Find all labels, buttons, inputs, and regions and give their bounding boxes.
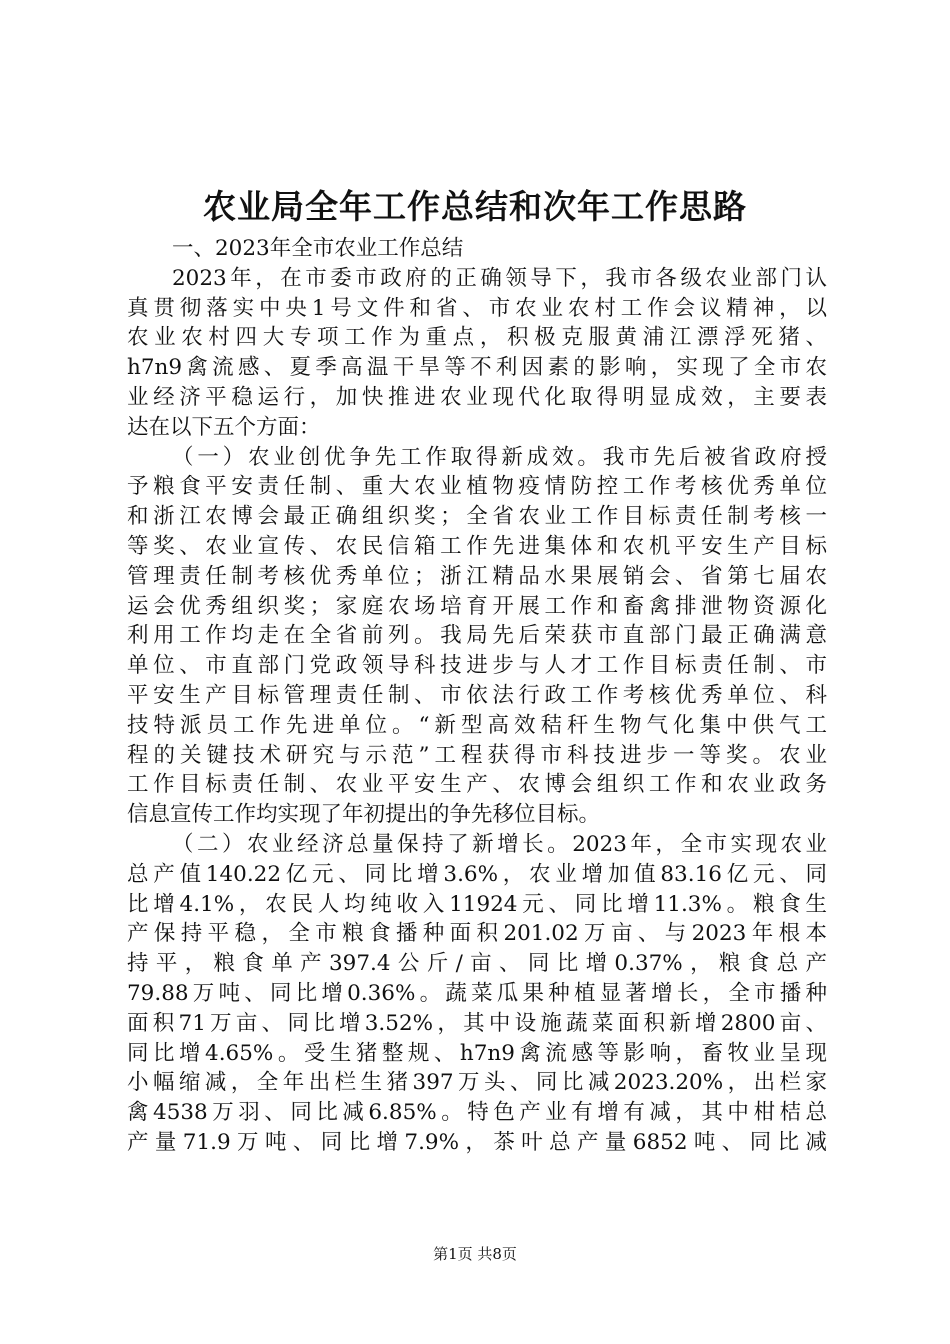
text-line: 利用工作均走在全省前列。我局先后荣获市直部门最正确满意 <box>127 623 827 649</box>
page-number: 第1页 共8页 <box>433 1245 517 1263</box>
text-line: 总产值140.22亿元、同比增3.6%，农业增加值83.16亿元、同 <box>127 861 827 887</box>
text-line: 予粮食平安责任制、重大农业植物疫情防控工作考核优秀单位 <box>127 474 827 500</box>
text-line: 信息宣传工作均实现了年初提出的争先移位目标。 <box>127 802 601 828</box>
text-line: 产量71.9万吨、同比增7.9%，茶叶总产量6852吨、同比减 <box>127 1129 827 1155</box>
text-line: 产保持平稳，全市粮食播种面积201.02万亩、与2023年根本 <box>127 921 827 947</box>
text-line: 业经济平稳运行，加快推进农业现代化取得明显成效，主要表 <box>127 384 827 410</box>
text-line: 单位、市直部门党政领导科技进步与人才工作目标责任制、市 <box>127 653 827 679</box>
text-line: 真贯彻落实中央1号文件和省、市农业农村工作会议精神，以 <box>127 295 827 321</box>
text-line: 禽4538万羽、同比减6.85%。特色产业有增有减，其中柑桔总 <box>127 1100 827 1126</box>
text-line: 工作目标责任制、农业平安生产、农博会组织工作和农业政务 <box>127 772 827 798</box>
document-title: 农业局全年工作总结和次年工作思路 <box>203 187 747 226</box>
text-line: 2023年，在市委市政府的正确领导下，我市各级农业部门认 <box>172 265 827 291</box>
text-line: 运会优秀组织奖；家庭农场培育开展工作和畜禽排泄物资源化 <box>127 593 827 619</box>
text-line: 技特派员工作先进单位。“新型高效秸秆生物气化集中供气工 <box>127 712 827 738</box>
text-line: 持平，粮食单产397.4公斤/亩、同比增0.37%，粮食总产 <box>127 951 827 977</box>
text-line: 平安生产目标管理责任制、市依法行政工作考核优秀单位、科 <box>127 682 827 708</box>
text-line: 79.88万吨、同比增0.36%。蔬菜瓜果种植显著增长，全市播种 <box>127 980 827 1006</box>
text-line: 同比增4.65%。受生猪整规、h7n9禽流感等影响，畜牧业呈现 <box>127 1040 827 1066</box>
text-line: 管理责任制考核优秀单位；浙江精品水果展销会、省第七届农 <box>127 563 827 589</box>
text-line: （一）农业创优争先工作取得新成效。我市先后被省政府授 <box>172 444 827 470</box>
text-line: 等奖、农业宣传、农民信箱工作先进集体和农机平安生产目标 <box>127 533 827 559</box>
text-line: 比增4.1%，农民人均纯收入11924元、同比增11.3%。粮食生 <box>127 891 827 917</box>
text-line: 面积71万亩、同比增3.52%，其中设施蔬菜面积新增2800亩、 <box>127 1010 827 1036</box>
text-line: 达在以下五个方面： <box>127 414 321 440</box>
document-body <box>127 234 827 1158</box>
text-line: 农业农村四大专项工作为重点，积极克服黄浦江漂浮死猪、 <box>127 325 827 351</box>
text-line: 和浙江农博会最正确组织奖；全省农业工作目标责任制考核一 <box>127 504 827 530</box>
text-line: （二）农业经济总量保持了新增长。2023年，全市实现农业 <box>172 831 827 857</box>
section-heading: 一、2023年全市农业工作总结 <box>172 236 464 261</box>
text-line: h7n9禽流感、夏季高温干旱等不利因素的影响，实现了全市农 <box>127 355 827 381</box>
text-line: 程的关键技术研究与示范”工程获得市科技进步一等奖。农业 <box>127 742 827 768</box>
text-line: 小幅缩减，全年出栏生猪397万头、同比减2023.20%，出栏家 <box>127 1070 827 1096</box>
